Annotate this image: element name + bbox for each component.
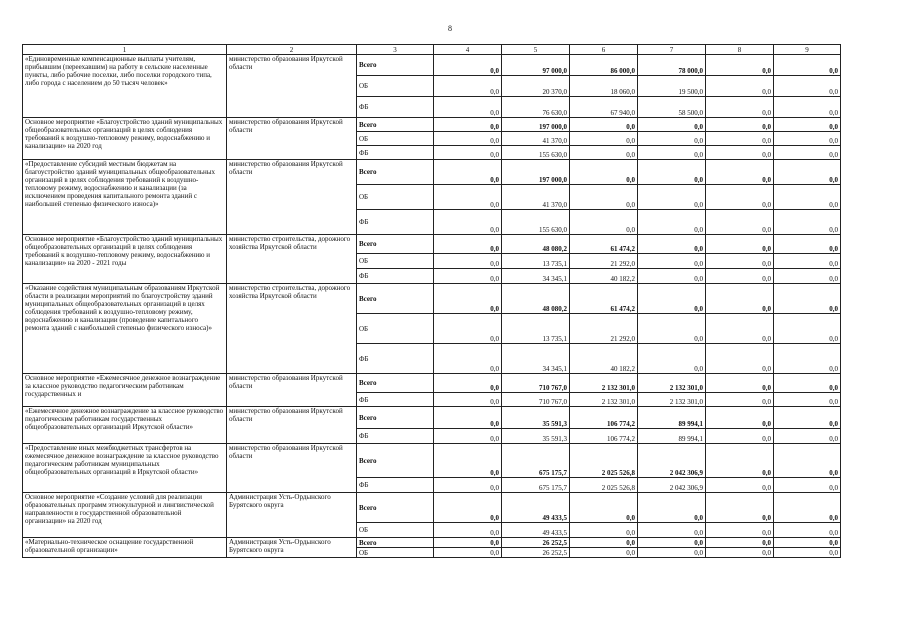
amount-cell: 0,0 <box>570 548 638 558</box>
amount-cell: 61 474,2 <box>570 284 638 314</box>
funding-source-cell: Всего <box>357 235 434 254</box>
amount-cell: 2 042 306,9 <box>638 444 706 478</box>
amount-cell: 26 252,5 <box>502 548 570 558</box>
amount-cell: 0,0 <box>706 55 774 76</box>
amount-cell: 89 994,1 <box>638 429 706 444</box>
activity-name-cell: «Предоставление субсидий местным бюджетам на благоустройство зданий муниципальных общеобразовательных организаций в целях соблюдения требований к воздушно-тепловому режиму, водоснабжению и канализации (за исключением проведения капитального ремонта зданий с наибольшей степенью физического износа)» <box>23 160 227 235</box>
amount-cell: 26 252,5 <box>502 538 570 548</box>
amount-cell: 0,0 <box>638 185 706 210</box>
amount-cell: 0,0 <box>638 269 706 284</box>
activity-name-cell: «Ежемесячное денежное вознаграждение за классное руководство педагогическим работникам государственных общеобразовательных организаций Иркутской области» <box>23 407 227 444</box>
amount-cell: 0,0 <box>774 55 841 76</box>
amount-cell: 0,0 <box>434 55 502 76</box>
amount-cell: 710 767,0 <box>502 374 570 393</box>
amount-cell: 0,0 <box>638 493 706 523</box>
amount-cell: 0,0 <box>638 118 706 132</box>
amount-cell: 0,0 <box>706 548 774 558</box>
amount-cell: 0,0 <box>434 132 502 146</box>
amount-cell: 0,0 <box>706 97 774 118</box>
amount-cell: 67 940,0 <box>570 97 638 118</box>
amount-cell: 0,0 <box>434 118 502 132</box>
amount-cell: 0,0 <box>774 210 841 235</box>
amount-cell: 0,0 <box>706 76 774 97</box>
amount-cell: 0,0 <box>638 160 706 185</box>
column-number-header: 4 <box>434 45 502 55</box>
amount-cell: 0,0 <box>638 254 706 269</box>
funding-source-cell: Всего <box>357 407 434 429</box>
executor-cell: министерство строительства, дорожного хозяйства Иркутской области <box>227 235 357 284</box>
amount-cell: 0,0 <box>434 254 502 269</box>
amount-cell: 2 042 306,9 <box>638 478 706 493</box>
amount-cell: 0,0 <box>570 132 638 146</box>
table-row <box>23 538 841 548</box>
amount-cell: 18 060,0 <box>570 76 638 97</box>
amount-cell: 89 994,1 <box>638 407 706 429</box>
activity-name-cell: «Оказание содействия муниципальным образованиям Иркутской области в реализации мероприятий по благоустройству зданий муниципальных общеобразовательных организаций в целях соблюдения требований к воздушно-тепловому режиму, водоснабжению и канализации (проведение капитального ремонта зданий с наибольшей степенью физического износа)» <box>23 284 227 374</box>
amount-cell: 0,0 <box>774 97 841 118</box>
amount-cell: 2 132 301,0 <box>638 374 706 393</box>
amount-cell: 106 774,2 <box>570 407 638 429</box>
amount-cell: 0,0 <box>570 146 638 160</box>
amount-cell: 49 433,5 <box>502 523 570 538</box>
table-row <box>23 284 841 314</box>
column-number-header: 2 <box>227 45 357 55</box>
executor-cell: министерство образования Иркутской области <box>227 55 357 118</box>
amount-cell: 0,0 <box>774 160 841 185</box>
amount-cell: 0,0 <box>706 374 774 393</box>
funding-source-cell: ФБ <box>357 429 434 444</box>
amount-cell: 0,0 <box>706 314 774 344</box>
amount-cell: 0,0 <box>774 493 841 523</box>
amount-cell: 0,0 <box>434 314 502 344</box>
amount-cell: 2 025 526,8 <box>570 478 638 493</box>
amount-cell: 675 175,7 <box>502 478 570 493</box>
amount-cell: 0,0 <box>706 444 774 478</box>
amount-cell: 0,0 <box>774 374 841 393</box>
amount-cell: 197 000,0 <box>502 118 570 132</box>
funding-source-cell: ФБ <box>357 344 434 374</box>
amount-cell: 106 774,2 <box>570 429 638 444</box>
funding-source-cell: Всего <box>357 493 434 523</box>
amount-cell: 0,0 <box>434 478 502 493</box>
amount-cell: 20 370,0 <box>502 76 570 97</box>
amount-cell: 0,0 <box>774 429 841 444</box>
amount-cell: 13 735,1 <box>502 314 570 344</box>
amount-cell: 0,0 <box>638 548 706 558</box>
amount-cell: 48 080,2 <box>502 284 570 314</box>
amount-cell: 0,0 <box>706 284 774 314</box>
amount-cell: 0,0 <box>774 444 841 478</box>
amount-cell: 97 000,0 <box>502 55 570 76</box>
executor-cell: министерство образования Иркутской области <box>227 118 357 160</box>
funding-source-cell: ФБ <box>357 97 434 118</box>
amount-cell: 197 000,0 <box>502 160 570 185</box>
amount-cell: 35 591,3 <box>502 407 570 429</box>
column-number-header: 3 <box>357 45 434 55</box>
funding-source-cell: ФБ <box>357 269 434 284</box>
amount-cell: 34 345,1 <box>502 269 570 284</box>
amount-cell: 0,0 <box>434 269 502 284</box>
executor-cell: министерство образования Иркутской области <box>227 444 357 493</box>
table-row <box>23 160 841 185</box>
amount-cell: 41 370,0 <box>502 132 570 146</box>
table-row <box>23 493 841 523</box>
amount-cell: 0,0 <box>706 523 774 538</box>
table-row <box>23 444 841 478</box>
amount-cell: 48 080,2 <box>502 235 570 254</box>
amount-cell: 35 591,3 <box>502 429 570 444</box>
amount-cell: 0,0 <box>570 160 638 185</box>
amount-cell: 0,0 <box>434 344 502 374</box>
amount-cell: 0,0 <box>706 118 774 132</box>
executor-cell: министерство образования Иркутской области <box>227 374 357 407</box>
funding-source-cell: Всего <box>357 160 434 185</box>
amount-cell: 0,0 <box>434 393 502 407</box>
executor-cell: Администрация Усть-Ордынского Бурятского округа <box>227 538 357 558</box>
amount-cell: 0,0 <box>638 146 706 160</box>
column-number-header: 5 <box>502 45 570 55</box>
amount-cell: 86 000,0 <box>570 55 638 76</box>
amount-cell: 0,0 <box>706 493 774 523</box>
amount-cell: 0,0 <box>706 210 774 235</box>
amount-cell: 0,0 <box>774 314 841 344</box>
amount-cell: 13 735,1 <box>502 254 570 269</box>
funding-source-cell: ФБ <box>357 210 434 235</box>
amount-cell: 0,0 <box>638 538 706 548</box>
table-row <box>23 374 841 393</box>
amount-cell: 0,0 <box>706 269 774 284</box>
amount-cell: 710 767,0 <box>502 393 570 407</box>
amount-cell: 21 292,0 <box>570 254 638 269</box>
funding-source-cell: Всего <box>357 374 434 393</box>
funding-source-cell: Всего <box>357 55 434 76</box>
executor-cell: министерство образования Иркутской области <box>227 407 357 444</box>
amount-cell: 0,0 <box>774 185 841 210</box>
amount-cell: 0,0 <box>638 523 706 538</box>
amount-cell: 61 474,2 <box>570 235 638 254</box>
amount-cell: 2 132 301,0 <box>638 393 706 407</box>
amount-cell: 0,0 <box>434 429 502 444</box>
budget-table <box>22 44 841 558</box>
amount-cell: 155 630,0 <box>502 210 570 235</box>
amount-cell: 2 132 301,0 <box>570 393 638 407</box>
funding-source-cell: ФБ <box>357 146 434 160</box>
amount-cell: 76 630,0 <box>502 97 570 118</box>
funding-source-cell: Всего <box>357 444 434 478</box>
amount-cell: 0,0 <box>434 407 502 429</box>
amount-cell: 0,0 <box>774 284 841 314</box>
amount-cell: 0,0 <box>706 160 774 185</box>
funding-source-cell: ОБ <box>357 185 434 210</box>
amount-cell: 41 370,0 <box>502 185 570 210</box>
funding-source-cell: ФБ <box>357 478 434 493</box>
amount-cell: 0,0 <box>434 284 502 314</box>
header-row <box>23 45 841 55</box>
activity-name-cell: «Предоставление иных межбюджетных трансфертов на ежемесячное денежное вознаграждение за классное руководство педагогическим работникам муниципальных общеобразовательных организаций в Иркутской области» <box>23 444 227 493</box>
amount-cell: 0,0 <box>638 132 706 146</box>
amount-cell: 0,0 <box>638 235 706 254</box>
amount-cell: 0,0 <box>434 160 502 185</box>
executor-cell: министерство образования Иркутской области <box>227 160 357 235</box>
amount-cell: 0,0 <box>638 210 706 235</box>
amount-cell: 0,0 <box>706 344 774 374</box>
amount-cell: 0,0 <box>706 254 774 269</box>
amount-cell: 58 500,0 <box>638 97 706 118</box>
funding-source-cell: ОБ <box>357 132 434 146</box>
amount-cell: 0,0 <box>570 523 638 538</box>
amount-cell: 0,0 <box>774 235 841 254</box>
amount-cell: 0,0 <box>434 493 502 523</box>
activity-name-cell: Основное мероприятие «Ежемесячное денежное вознаграждение за классное руководство педагогическим работникам государственных и <box>23 374 227 407</box>
amount-cell: 0,0 <box>774 538 841 548</box>
funding-source-cell: Всего <box>357 118 434 132</box>
funding-source-cell: Всего <box>357 284 434 314</box>
amount-cell: 0,0 <box>774 132 841 146</box>
page-number: 8 <box>448 24 452 33</box>
funding-source-cell: ОБ <box>357 314 434 344</box>
amount-cell: 0,0 <box>774 146 841 160</box>
column-number-header: 1 <box>23 45 227 55</box>
amount-cell: 0,0 <box>434 146 502 160</box>
column-number-header: 9 <box>774 45 841 55</box>
amount-cell: 0,0 <box>434 97 502 118</box>
amount-cell: 0,0 <box>706 146 774 160</box>
amount-cell: 2 132 301,0 <box>570 374 638 393</box>
funding-source-cell: ОБ <box>357 523 434 538</box>
funding-source-cell: ОБ <box>357 254 434 269</box>
amount-cell: 0,0 <box>706 393 774 407</box>
amount-cell: 0,0 <box>570 210 638 235</box>
amount-cell: 0,0 <box>434 235 502 254</box>
amount-cell: 0,0 <box>706 538 774 548</box>
activity-name-cell: Основное мероприятие «Благоустройство зданий муниципальных общеобразовательных организаций в целях соблюдения требований к воздушно-тепловому режиму, водоснабжению и канализации» на 2020 год <box>23 118 227 160</box>
amount-cell: 0,0 <box>434 548 502 558</box>
amount-cell: 0,0 <box>638 344 706 374</box>
amount-cell: 675 175,7 <box>502 444 570 478</box>
amount-cell: 0,0 <box>434 185 502 210</box>
table-row <box>23 407 841 429</box>
amount-cell: 0,0 <box>774 344 841 374</box>
table-row <box>23 55 841 76</box>
amount-cell: 0,0 <box>706 407 774 429</box>
funding-source-cell: ФБ <box>357 393 434 407</box>
amount-cell: 0,0 <box>434 444 502 478</box>
amount-cell: 0,0 <box>706 132 774 146</box>
amount-cell: 0,0 <box>434 523 502 538</box>
amount-cell: 0,0 <box>434 538 502 548</box>
amount-cell: 0,0 <box>434 374 502 393</box>
amount-cell: 34 345,1 <box>502 344 570 374</box>
amount-cell: 0,0 <box>774 478 841 493</box>
amount-cell: 0,0 <box>774 254 841 269</box>
column-number-header: 7 <box>638 45 706 55</box>
amount-cell: 0,0 <box>774 407 841 429</box>
amount-cell: 0,0 <box>706 235 774 254</box>
activity-name-cell: «Материально-техническое оснащение государственной образовательной организации» <box>23 538 227 558</box>
table-row <box>23 235 841 254</box>
amount-cell: 0,0 <box>570 118 638 132</box>
amount-cell: 0,0 <box>434 76 502 97</box>
column-number-header: 6 <box>570 45 638 55</box>
amount-cell: 19 500,0 <box>638 76 706 97</box>
table-row <box>23 118 841 132</box>
amount-cell: 0,0 <box>638 284 706 314</box>
amount-cell: 0,0 <box>638 314 706 344</box>
amount-cell: 0,0 <box>570 185 638 210</box>
activity-name-cell: Основное мероприятие «Благоустройство зданий муниципальных общеобразовательных организаций в целях соблюдения требований к воздушно-тепловому режиму, водоснабжению и канализации» на 2020 - 2021 годы <box>23 235 227 284</box>
column-number-header: 8 <box>706 45 774 55</box>
amount-cell: 0,0 <box>706 185 774 210</box>
amount-cell: 0,0 <box>570 538 638 548</box>
amount-cell: 155 630,0 <box>502 146 570 160</box>
amount-cell: 0,0 <box>774 76 841 97</box>
executor-cell: Администрация Усть-Ордынского Бурятского округа <box>227 493 357 538</box>
amount-cell: 0,0 <box>706 478 774 493</box>
funding-source-cell: ОБ <box>357 548 434 558</box>
executor-cell: министерство строительства, дорожного хозяйства Иркутской области <box>227 284 357 374</box>
amount-cell: 0,0 <box>434 210 502 235</box>
amount-cell: 0,0 <box>774 523 841 538</box>
amount-cell: 0,0 <box>706 429 774 444</box>
amount-cell: 2 025 526,8 <box>570 444 638 478</box>
amount-cell: 40 182,2 <box>570 269 638 284</box>
amount-cell: 0,0 <box>570 493 638 523</box>
amount-cell: 40 182,2 <box>570 344 638 374</box>
funding-source-cell: ОБ <box>357 76 434 97</box>
amount-cell: 78 000,0 <box>638 55 706 76</box>
amount-cell: 49 433,5 <box>502 493 570 523</box>
activity-name-cell: «Единовременные компенсационные выплаты учителям, прибывшим (переехавшим) на работу в сельские населенные пункты, либо рабочие поселки, либо поселки городского типа, либо города с населением до 50 тысяч человек» <box>23 55 227 118</box>
activity-name-cell: Основное мероприятие «Создание условий для реализации образовательных программ этнокультурной и лингвистической направленности в государственной образовательной организации» на 2020 год <box>23 493 227 538</box>
amount-cell: 0,0 <box>774 118 841 132</box>
amount-cell: 21 292,0 <box>570 314 638 344</box>
amount-cell: 0,0 <box>774 548 841 558</box>
amount-cell: 0,0 <box>774 393 841 407</box>
funding-source-cell: Всего <box>357 538 434 548</box>
amount-cell: 0,0 <box>774 269 841 284</box>
